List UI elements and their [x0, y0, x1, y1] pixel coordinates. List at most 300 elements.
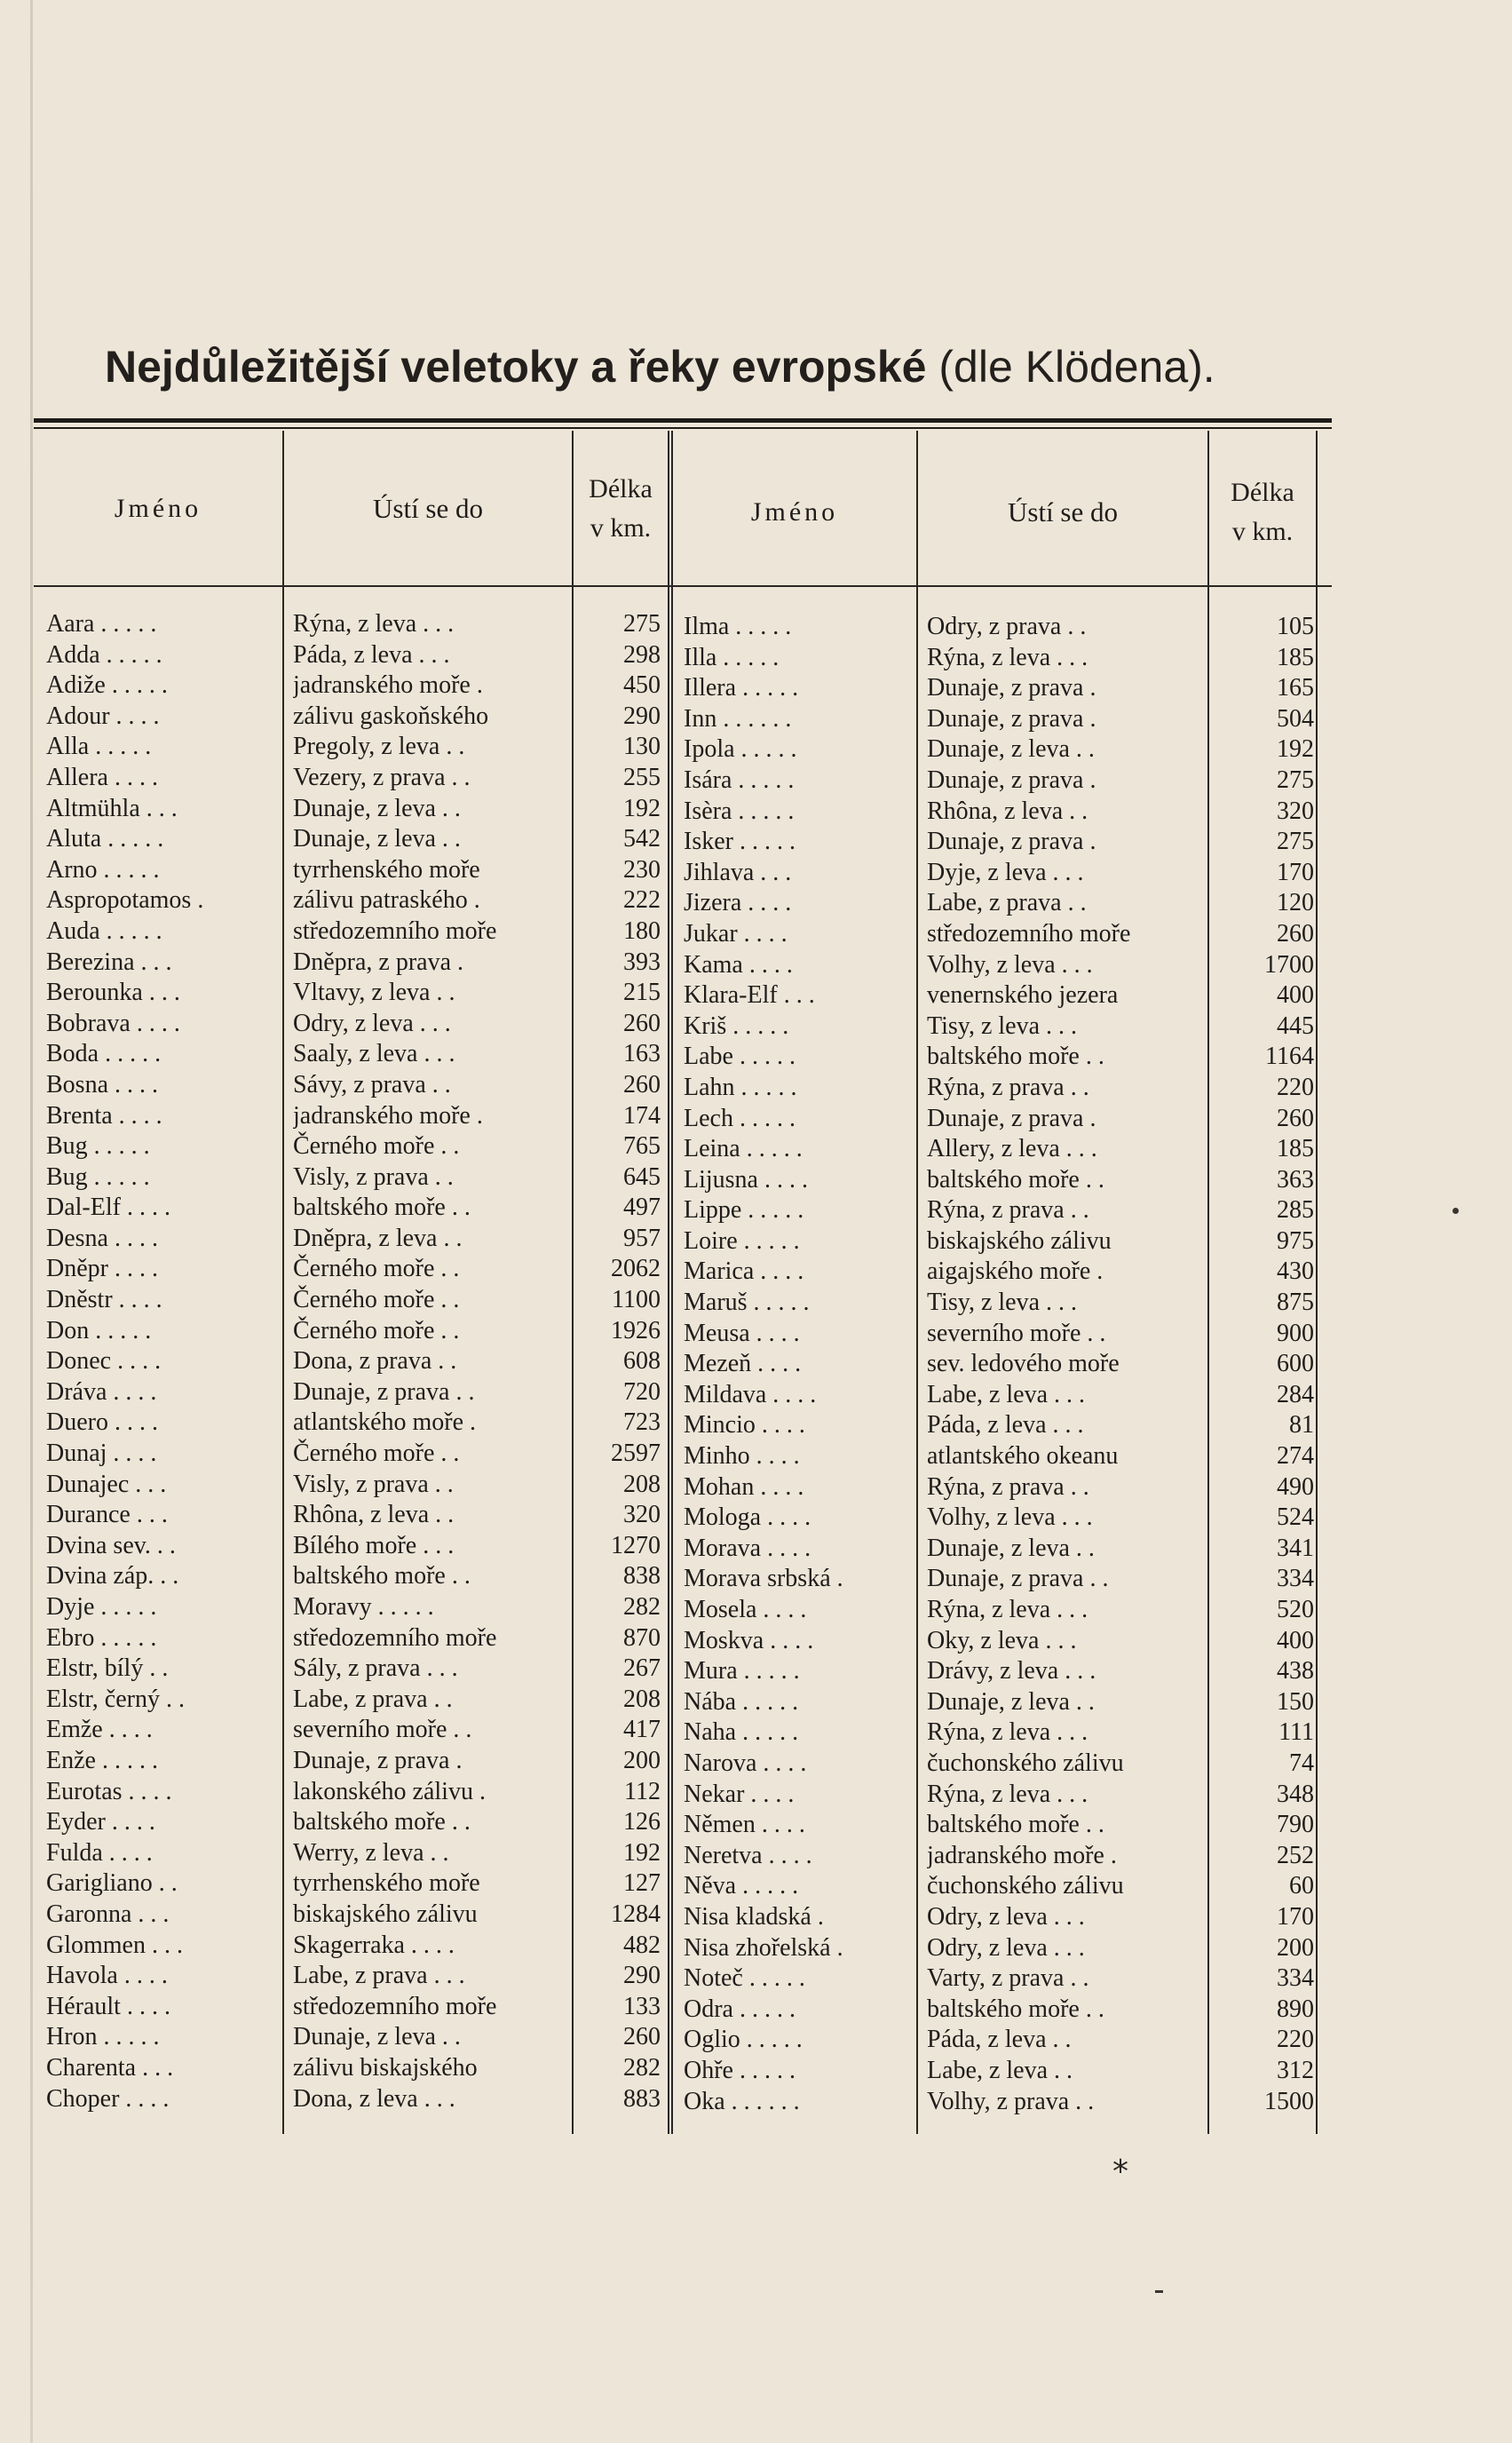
- river-length: 1700: [1264, 950, 1314, 979]
- river-mouth: Dunaje, z prava . .: [293, 1377, 475, 1406]
- river-name: Elstr, černý . .: [46, 1685, 185, 1713]
- river-name: Elstr, bílý . .: [46, 1654, 169, 1683]
- river-length: 720: [623, 1377, 661, 1406]
- right-mouth-column: [927, 612, 1206, 2117]
- river-length: 320: [1277, 797, 1314, 825]
- river-mouth: Volhy, z leva . . .: [927, 950, 1093, 979]
- river-mouth: zálivu gaskoňského: [293, 702, 489, 730]
- river-mouth: Dunaje, z prava .: [927, 828, 1096, 856]
- river-length: 150: [1277, 1687, 1314, 1716]
- river-name: Durance . . .: [46, 1501, 168, 1529]
- river-name: Dvina sev. . .: [46, 1531, 176, 1559]
- river-name: Eurotas . . . .: [46, 1777, 172, 1805]
- river-mouth: Werry, z leva . .: [293, 1838, 449, 1867]
- river-mouth: Dunaje, z leva . .: [293, 794, 461, 822]
- river-mouth: Labe, z leva . . .: [927, 1380, 1086, 1408]
- river-name: Adiže . . . . .: [46, 671, 168, 700]
- river-mouth: Visly, z prava . .: [293, 1162, 454, 1191]
- river-mouth: Visly, z prava . .: [293, 1470, 454, 1498]
- river-mouth: Volhy, z leva . . .: [927, 1503, 1093, 1532]
- river-mouth: jadranského moře .: [293, 671, 483, 700]
- river-mouth: Dunaje, z leva . .: [927, 1534, 1095, 1562]
- river-name: Klara-Elf . . .: [684, 981, 815, 1010]
- river-mouth: biskajského zálivu: [293, 1900, 478, 1928]
- river-mouth: biskajského zálivu: [927, 1226, 1112, 1255]
- river-length: 524: [1277, 1503, 1314, 1532]
- river-name: Němen . . . .: [684, 1811, 805, 1839]
- river-mouth: Dunaje, z prava .: [293, 1746, 463, 1774]
- river-name: Lippe . . . . .: [684, 1196, 804, 1225]
- river-name: Ohře . . . . .: [684, 2056, 796, 2084]
- river-length: 2597: [611, 1440, 661, 1468]
- river-mouth: sev. ledového moře: [927, 1350, 1120, 1378]
- river-mouth: atlantského moře .: [293, 1408, 477, 1437]
- river-mouth: Rýna, z leva . . .: [927, 1596, 1088, 1623]
- river-name: Loire . . . . .: [684, 1226, 800, 1255]
- river-mouth: Tisy, z leva . . .: [927, 1011, 1078, 1040]
- river-length: 252: [1277, 1841, 1314, 1869]
- river-name: Oglio . . . . .: [684, 2026, 803, 2054]
- river-length: 185: [1277, 643, 1314, 671]
- river-length: 400: [1277, 1626, 1314, 1654]
- river-mouth: jadranského moře .: [293, 1101, 483, 1130]
- river-length: 192: [623, 794, 661, 822]
- river-length: 438: [1277, 1657, 1314, 1686]
- header-length-right: [1209, 459, 1316, 566]
- river-mouth: středozemního moře: [927, 919, 1131, 948]
- divider-middle-second: [671, 431, 673, 2134]
- river-name: Aluta . . . . .: [46, 825, 164, 853]
- river-mouth: Rýna, z leva . . .: [927, 1780, 1088, 1808]
- river-name: Aspropotamos .: [46, 886, 204, 915]
- river-name: Bobrava . . . .: [46, 1009, 180, 1037]
- river-length: 890: [1277, 1995, 1314, 2023]
- river-name: Lech . . . . .: [684, 1104, 796, 1132]
- river-length: 260: [623, 1009, 661, 1037]
- header-mouth-right: Ústí se do: [1008, 496, 1118, 527]
- river-length: 192: [623, 1838, 661, 1867]
- river-mouth: Rýna, z leva . . .: [927, 1718, 1088, 1747]
- header-length-left: [574, 456, 668, 562]
- river-mouth: Páda, z leva . . .: [927, 1411, 1084, 1440]
- river-mouth: Saaly, z leva . . .: [293, 1040, 455, 1068]
- river-mouth: Bílého moře . . .: [293, 1531, 455, 1559]
- river-mouth: Oky, z leva . . .: [927, 1626, 1077, 1654]
- river-name: Emže . . . .: [46, 1716, 153, 1744]
- river-name: Isker . . . . .: [684, 828, 796, 856]
- river-mouth: Drávy, z leva . . .: [927, 1657, 1096, 1686]
- river-name: Alla . . . . .: [46, 733, 152, 761]
- river-mouth: Rýna, z leva . . .: [293, 610, 455, 638]
- river-length: 348: [1277, 1780, 1314, 1808]
- river-name: Narova . . . .: [684, 1749, 807, 1777]
- river-length: 260: [1277, 1104, 1314, 1132]
- river-name: Mosela . . . .: [684, 1596, 807, 1623]
- river-name: Dunaj . . . .: [46, 1440, 157, 1468]
- river-mouth: Dněpra, z leva . .: [293, 1224, 463, 1252]
- river-length: 875: [1277, 1289, 1314, 1317]
- river-name: Minho . . . .: [684, 1442, 800, 1471]
- river-mouth: Labe, z leva . .: [927, 2056, 1073, 2084]
- river-length: 170: [1277, 1902, 1314, 1931]
- river-mouth: baltského moře . .: [927, 1165, 1104, 1194]
- river-length: 1926: [611, 1316, 661, 1344]
- river-length: 282: [623, 2053, 661, 2082]
- river-length: 870: [623, 1623, 661, 1652]
- river-mouth: Páda, z leva . . .: [293, 640, 450, 669]
- header-name-right: Jméno: [750, 497, 839, 527]
- river-name: Dněstr . . . .: [46, 1286, 162, 1314]
- river-mouth: Dunaje, z prava . .: [927, 1565, 1109, 1593]
- river-mouth: Rhôna, z leva . .: [927, 797, 1088, 825]
- river-name: Lijusna . . . .: [684, 1165, 808, 1194]
- river-length: 312: [1277, 2056, 1314, 2084]
- river-mouth: baltského moře . .: [927, 1995, 1104, 2023]
- river-name: Nába . . . . .: [684, 1687, 799, 1716]
- river-length: 274: [1277, 1442, 1314, 1471]
- river-mouth: baltského moře . .: [927, 1043, 1104, 1071]
- river-name: Hron . . . . .: [46, 2023, 160, 2051]
- river-mouth: aigajského moře .: [927, 1257, 1104, 1286]
- title-main: Nejdůležitější veletoky a řeky evropské: [105, 342, 927, 392]
- river-length: 220: [1277, 1073, 1314, 1101]
- river-length: 290: [623, 1962, 661, 1990]
- river-name: Ilma . . . . .: [684, 613, 792, 640]
- left-mouth-column: [293, 609, 570, 2114]
- river-name: Berezina . . .: [46, 948, 172, 976]
- ink-dot-mark: [1453, 1208, 1459, 1214]
- river-mouth: jadranského moře .: [927, 1841, 1117, 1869]
- river-length: 1270: [611, 1531, 661, 1559]
- river-mouth: Páda, z leva . .: [927, 2026, 1072, 2054]
- river-mouth: Labe, z prava . .: [293, 1685, 453, 1713]
- river-length: 600: [1277, 1350, 1314, 1378]
- river-length: 608: [623, 1347, 661, 1376]
- river-length: 334: [1277, 1964, 1314, 1993]
- river-name: Nekar . . . .: [684, 1780, 795, 1808]
- river-name: Isèra . . . . .: [684, 797, 795, 825]
- divider-right-name: [916, 431, 918, 2134]
- river-length: 975: [1277, 1226, 1314, 1255]
- river-mouth: zálivu patraského .: [293, 886, 480, 915]
- river-mouth: Vezery, z prava . .: [293, 763, 471, 791]
- header-separator: [34, 585, 1332, 587]
- river-name: Adour . . . .: [46, 702, 160, 730]
- river-mouth: tyrrhenského moře: [293, 855, 480, 884]
- river-length: 723: [623, 1408, 661, 1437]
- river-length: 497: [623, 1194, 661, 1222]
- river-length: 900: [1277, 1319, 1314, 1347]
- river-name: Něva . . . . .: [684, 1872, 799, 1900]
- binding-edge: [30, 0, 33, 2443]
- river-length: 130: [623, 733, 661, 761]
- river-mouth: baltského moře . .: [293, 1808, 471, 1836]
- river-name: Illa . . . . .: [684, 643, 780, 671]
- river-mouth: Dunaje, z prava .: [927, 1104, 1096, 1132]
- river-name: Desna . . . .: [46, 1224, 158, 1252]
- river-name: Havola . . . .: [46, 1962, 168, 1990]
- river-length: 285: [1277, 1196, 1314, 1225]
- river-length: 2062: [611, 1255, 661, 1283]
- river-length: 255: [623, 763, 661, 791]
- river-name: Mincio . . . .: [684, 1411, 805, 1440]
- river-length: 81: [1289, 1411, 1314, 1440]
- river-length: 1100: [612, 1286, 661, 1314]
- river-length: 260: [623, 2023, 661, 2051]
- river-length: 1164: [1265, 1043, 1314, 1071]
- river-length: 200: [1277, 1933, 1314, 1962]
- river-length: 393: [623, 948, 661, 976]
- river-mouth: Černého moře . .: [293, 1440, 460, 1468]
- divider-left-name: [282, 431, 284, 2134]
- river-length: 320: [623, 1501, 661, 1529]
- river-name: Mezeň . . . .: [684, 1350, 802, 1378]
- river-length: 111: [1278, 1718, 1314, 1747]
- river-mouth: Černého moře . .: [293, 1286, 460, 1314]
- river-name: Labe . . . . .: [684, 1043, 796, 1071]
- river-length: 185: [1277, 1135, 1314, 1163]
- river-mouth: venernského jezera: [927, 981, 1119, 1010]
- river-name: Dráva . . . .: [46, 1377, 157, 1406]
- river-name: Allera . . . .: [46, 763, 158, 791]
- river-name: Naha . . . . .: [684, 1718, 799, 1747]
- river-length: 282: [623, 1593, 661, 1621]
- river-name: Bosna . . . .: [46, 1070, 158, 1099]
- river-length: 215: [623, 979, 661, 1007]
- river-name: Fulda . . . .: [46, 1838, 153, 1867]
- river-name: Mologa . . . .: [684, 1503, 811, 1532]
- river-mouth: lakonského zálivu .: [293, 1777, 486, 1805]
- river-name: Choper . . . .: [46, 2084, 170, 2113]
- river-length: 174: [623, 1101, 661, 1130]
- river-length: 290: [623, 702, 661, 730]
- river-mouth: Černého moře . .: [293, 1255, 460, 1283]
- river-length: 445: [1277, 1011, 1314, 1040]
- river-name: Auda . . . . .: [46, 916, 162, 945]
- river-mouth: Dona, z prava . .: [293, 1347, 457, 1376]
- river-mouth: Odry, z prava . .: [927, 613, 1087, 640]
- river-length: 222: [623, 886, 661, 915]
- header-name-left: Jméno: [114, 494, 202, 523]
- river-length: 275: [1277, 828, 1314, 856]
- river-mouth: Allery, z leva . . .: [927, 1135, 1097, 1163]
- river-mouth: atlantského okeanu: [927, 1442, 1119, 1471]
- river-name: Odra . . . . .: [684, 1995, 796, 2023]
- river-mouth: Rýna, z prava . .: [927, 1196, 1089, 1225]
- river-mouth: Dyje, z leva . . .: [927, 858, 1084, 886]
- river-name: Morava . . . .: [684, 1534, 811, 1562]
- river-mouth: Černého moře . .: [293, 1316, 460, 1344]
- river-name: Dunajec . . .: [46, 1470, 167, 1498]
- river-name: Lahn . . . . .: [684, 1073, 797, 1101]
- river-mouth: Dunaje, z leva . .: [293, 825, 461, 853]
- ink-dash-mark: [1155, 2290, 1163, 2293]
- river-mouth: středozemního moře: [293, 1623, 497, 1652]
- river-mouth: Volhy, z prava . .: [927, 2087, 1095, 2115]
- river-mouth: Odry, z leva . . .: [927, 1902, 1085, 1931]
- river-name: Morava srbská .: [684, 1565, 843, 1593]
- left-length-column: [577, 609, 661, 2114]
- river-mouth: Sály, z prava . . .: [293, 1654, 458, 1683]
- river-length: 180: [623, 916, 661, 945]
- page-title: [105, 341, 1348, 393]
- river-name: Kama . . . .: [684, 950, 793, 979]
- river-name: Jukar . . . .: [684, 919, 788, 948]
- river-length: 542: [623, 825, 661, 853]
- river-mouth: Dunaje, z prava .: [927, 765, 1096, 794]
- river-length: 170: [1277, 858, 1314, 886]
- river-name: Enže . . . . .: [46, 1746, 158, 1774]
- river-mouth: Odry, z leva . . .: [927, 1933, 1085, 1962]
- river-length: 120: [1277, 889, 1314, 917]
- river-name: Bug . . . . .: [46, 1162, 150, 1191]
- river-name: Garonna . . .: [46, 1900, 170, 1928]
- title-rule-thick: [34, 418, 1332, 423]
- river-name: Hérault . . . .: [46, 1992, 170, 2020]
- river-length: 284: [1277, 1380, 1314, 1408]
- river-length: 504: [1277, 704, 1314, 733]
- river-mouth: tyrrhenského moře: [293, 1869, 480, 1898]
- river-mouth: Varty, z prava . .: [927, 1964, 1089, 1993]
- river-name: Charenta . . .: [46, 2053, 174, 2082]
- river-name: Neretva . . . .: [684, 1841, 812, 1869]
- river-name: Bug . . . . .: [46, 1132, 150, 1161]
- river-mouth: Rýna, z leva . . .: [927, 643, 1088, 671]
- river-length: 275: [623, 610, 661, 638]
- river-name: Mura . . . . .: [684, 1657, 800, 1686]
- river-length: 363: [1277, 1165, 1314, 1194]
- river-mouth: Dunaje, z prava .: [927, 674, 1096, 702]
- river-length: 133: [623, 1992, 661, 2020]
- header-length-right-line1: Délka: [1231, 478, 1294, 507]
- river-name: Adda . . . . .: [46, 640, 162, 669]
- rivers-table: [34, 429, 1332, 2143]
- river-length: 482: [623, 1931, 661, 1959]
- river-name: Dyje . . . . .: [46, 1593, 157, 1621]
- river-mouth: středozemního moře: [293, 1992, 497, 2020]
- right-length-column: [1211, 612, 1314, 2117]
- river-name: Nisa kladská .: [684, 1902, 824, 1931]
- river-length: 126: [623, 1808, 661, 1836]
- river-mouth: severního moře . .: [927, 1319, 1106, 1347]
- river-mouth: Dunaje, z leva . .: [927, 1687, 1095, 1716]
- divider-left-mouth: [572, 431, 574, 2134]
- river-length: 230: [623, 855, 661, 884]
- river-length: 267: [623, 1654, 661, 1683]
- river-name: Ebro . . . . .: [46, 1623, 157, 1652]
- river-mouth: baltského moře . .: [293, 1194, 471, 1222]
- river-length: 1500: [1264, 2087, 1314, 2115]
- river-name: Nisa zhořelská .: [684, 1933, 843, 1962]
- river-mouth: Labe, z prava . .: [927, 889, 1087, 917]
- river-mouth: Pregoly, z leva . .: [293, 733, 465, 761]
- river-name: Brenta . . . .: [46, 1101, 162, 1130]
- river-name: Ipola . . . . .: [684, 735, 797, 764]
- river-name: Mohan . . . .: [684, 1472, 804, 1501]
- river-length: 60: [1289, 1872, 1314, 1900]
- river-mouth: Moravy . . . . .: [293, 1593, 434, 1621]
- river-length: 341: [1277, 1534, 1314, 1562]
- river-length: 260: [1277, 919, 1314, 948]
- river-name: Oka . . . . . .: [684, 2087, 800, 2115]
- header-mouth-left: Ústí se do: [373, 493, 483, 524]
- river-mouth: Rýna, z prava . .: [927, 1073, 1089, 1101]
- river-length: 192: [1277, 735, 1314, 764]
- river-mouth: Dunaje, z leva . .: [927, 735, 1095, 764]
- river-name: Berounka . . .: [46, 979, 180, 1007]
- river-length: 208: [623, 1685, 661, 1713]
- river-length: 105: [1277, 613, 1314, 640]
- river-name: Jizera . . . .: [684, 889, 792, 917]
- river-mouth: baltského moře . .: [293, 1562, 471, 1590]
- title-source: (dle Klödena).: [926, 342, 1215, 392]
- river-length: 645: [623, 1162, 661, 1191]
- river-mouth: Dunaje, z leva . .: [293, 2023, 461, 2051]
- river-name: Isára . . . . .: [684, 765, 795, 794]
- river-length: 334: [1277, 1565, 1314, 1593]
- river-length: 520: [1277, 1596, 1314, 1623]
- river-mouth: Vltavy, z leva . .: [293, 979, 455, 1007]
- river-mouth: Sávy, z prava . .: [293, 1070, 451, 1099]
- river-length: 163: [623, 1040, 661, 1068]
- river-name: Aara . . . . .: [46, 610, 157, 638]
- river-mouth: čuchonského zálivu: [927, 1749, 1124, 1777]
- footnote-asterisk: *: [1112, 2153, 1128, 2190]
- left-name-column: [46, 609, 279, 2114]
- river-length: 1284: [611, 1900, 661, 1928]
- river-length: 275: [1277, 765, 1314, 794]
- river-mouth: Rýna, z prava . .: [927, 1472, 1089, 1501]
- header-length-left-line2: v km.: [590, 513, 652, 543]
- river-length: 112: [624, 1777, 661, 1805]
- river-mouth: Skagerraka . . . .: [293, 1931, 455, 1959]
- river-name: Donec . . . .: [46, 1347, 162, 1376]
- river-mouth: Dona, z leva . . .: [293, 2084, 455, 2113]
- river-name: Illera . . . . .: [684, 674, 799, 702]
- river-mouth: baltského moře . .: [927, 1811, 1104, 1839]
- river-name: Kriš . . . . .: [684, 1011, 789, 1040]
- river-length: 74: [1289, 1749, 1314, 1777]
- river-length: 298: [623, 640, 661, 669]
- river-mouth: Rhôna, z leva . .: [293, 1501, 455, 1529]
- header-length-left-line1: Délka: [589, 474, 653, 504]
- river-mouth: čuchonského zálivu: [927, 1872, 1124, 1900]
- river-mouth: Odry, z leva . . .: [293, 1009, 451, 1037]
- river-name: Dněpr . . . .: [46, 1255, 158, 1283]
- river-length: 400: [1277, 981, 1314, 1010]
- river-length: 417: [623, 1716, 661, 1744]
- river-mouth: Labe, z prava . . .: [293, 1962, 465, 1990]
- river-name: Jihlava . . .: [684, 858, 792, 886]
- river-length: 450: [623, 671, 661, 700]
- river-name: Maruš . . . . .: [684, 1289, 810, 1317]
- divider-right-edge: [1316, 431, 1318, 2134]
- divider-right-mouth: [1207, 431, 1209, 2134]
- river-mouth: Černého moře . .: [293, 1132, 460, 1161]
- river-mouth: středozemního moře: [293, 916, 497, 945]
- river-name: Inn . . . . . .: [684, 704, 792, 733]
- river-name: Dvina záp. . .: [46, 1562, 179, 1590]
- river-name: Boda . . . . .: [46, 1040, 162, 1068]
- river-length: 765: [623, 1132, 661, 1161]
- river-length: 790: [1277, 1811, 1314, 1839]
- river-length: 957: [623, 1224, 661, 1252]
- river-length: 430: [1277, 1257, 1314, 1286]
- river-length: 165: [1277, 674, 1314, 702]
- right-name-column: [684, 612, 914, 2117]
- header-length-right-line2: v km.: [1231, 517, 1294, 546]
- river-length: 220: [1277, 2026, 1314, 2054]
